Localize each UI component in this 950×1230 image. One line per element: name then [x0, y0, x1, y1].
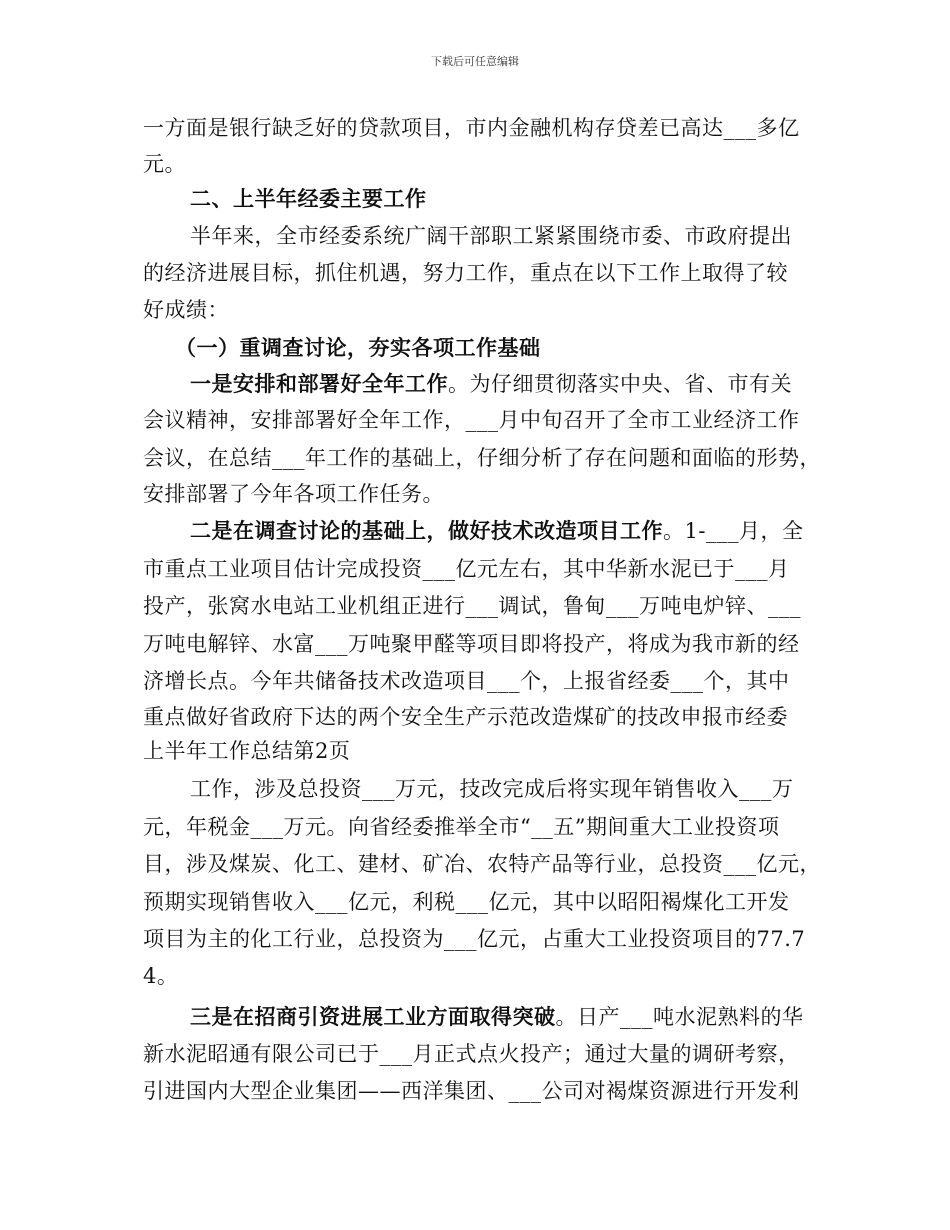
point-text: 。日产___吨水泥熟料的华 — [555, 1005, 804, 1029]
page-header: 下载后可任意编辑 — [431, 55, 519, 68]
body-line: 安排部署了今年各项工作任务。 — [143, 482, 444, 506]
body-line: 元，年税金___万元。向省经委推举全市“__五”期间重大工业投资项 — [143, 815, 780, 839]
body-line: 投产，张窝水电站工业机组正进行___调试，鲁甸___万吨电炉锌、___ — [143, 594, 801, 618]
body-line: 万吨电解锌、水富___万吨聚甲醛等项目即将投产，将成为我市新的经 — [143, 632, 800, 656]
body-line — [190, 517, 803, 545]
point-lead: 一是安排和部署好全年工作 — [190, 371, 448, 396]
body-line: 元。 — [143, 152, 186, 176]
section-heading: 二、上半年经委主要工作 — [190, 186, 427, 211]
body-line: 会议精神，安排部署好全年工作，___月中旬召开了全市工业经济工作 — [143, 408, 800, 432]
body-line — [190, 370, 792, 398]
body-line: 会议，在总结___年工作的基础上，仔细分析了存在问题和面临的形势， — [143, 446, 821, 470]
point-text: 。1-___月，全 — [663, 519, 804, 543]
point-lead: 三是在招商引资进展工业方面取得突破 — [190, 1004, 556, 1029]
body-line: 预期实现销售收入___亿元，利税___亿元，其中以昭阳褐煤化工开发 — [143, 890, 790, 914]
page-footer-text: 上半年工作总结第2页 — [143, 739, 351, 763]
body-line: 好成绩： — [143, 298, 229, 322]
body-line: 工作，涉及总投资___万元，技改完成后将实现年销售收入___万 — [190, 777, 794, 801]
body-line: 目，涉及煤炭、化工、建材、矿冶、农特产品等行业，总投资___亿元， — [143, 852, 821, 876]
body-line: 4。 — [143, 964, 179, 988]
body-line: 市重点工业项目估计完成投资___亿元左右，其中华新水泥已于___月 — [143, 557, 790, 581]
body-line — [190, 1003, 804, 1031]
body-line: 项目为主的化工行业，总投资为___亿元，占重大工业投资项目的77.7 — [143, 927, 806, 951]
body-line: 新水泥昭通有限公司已于___月正式点火投产；通过大量的调研考察， — [143, 1042, 800, 1066]
subsection-heading: （一）重调查讨论，夯实各项工作基础 — [175, 335, 541, 360]
point-lead: 二是在调查讨论的基础上，做好技术改造项目工作 — [190, 518, 663, 543]
body-line: 济增长点。今年共储备技术改造项目___个，上报省经委___个，其中 — [143, 669, 790, 693]
body-line: 重点做好省政府下达的两个安全生产示范改造煤矿的技改申报市经委 — [143, 705, 788, 729]
body-line: 半年来，全市经委系统广阔干部职工紧紧围绕市委、市政府提出 — [190, 224, 792, 248]
point-text: 。为仔细贯彻落实中央、省、市有关 — [448, 372, 792, 396]
body-line: 的经济进展目标，抓住机遇，努力工作，重点在以下工作上取得了较 — [143, 261, 788, 285]
body-line: 一方面是银行缺乏好的贷款项目，市内金融机构存贷差已高达___多亿 — [143, 116, 800, 140]
body-line: 引进国内大型企业集团——西洋集团、___公司对褐煤资源进行开发利 — [143, 1079, 800, 1103]
